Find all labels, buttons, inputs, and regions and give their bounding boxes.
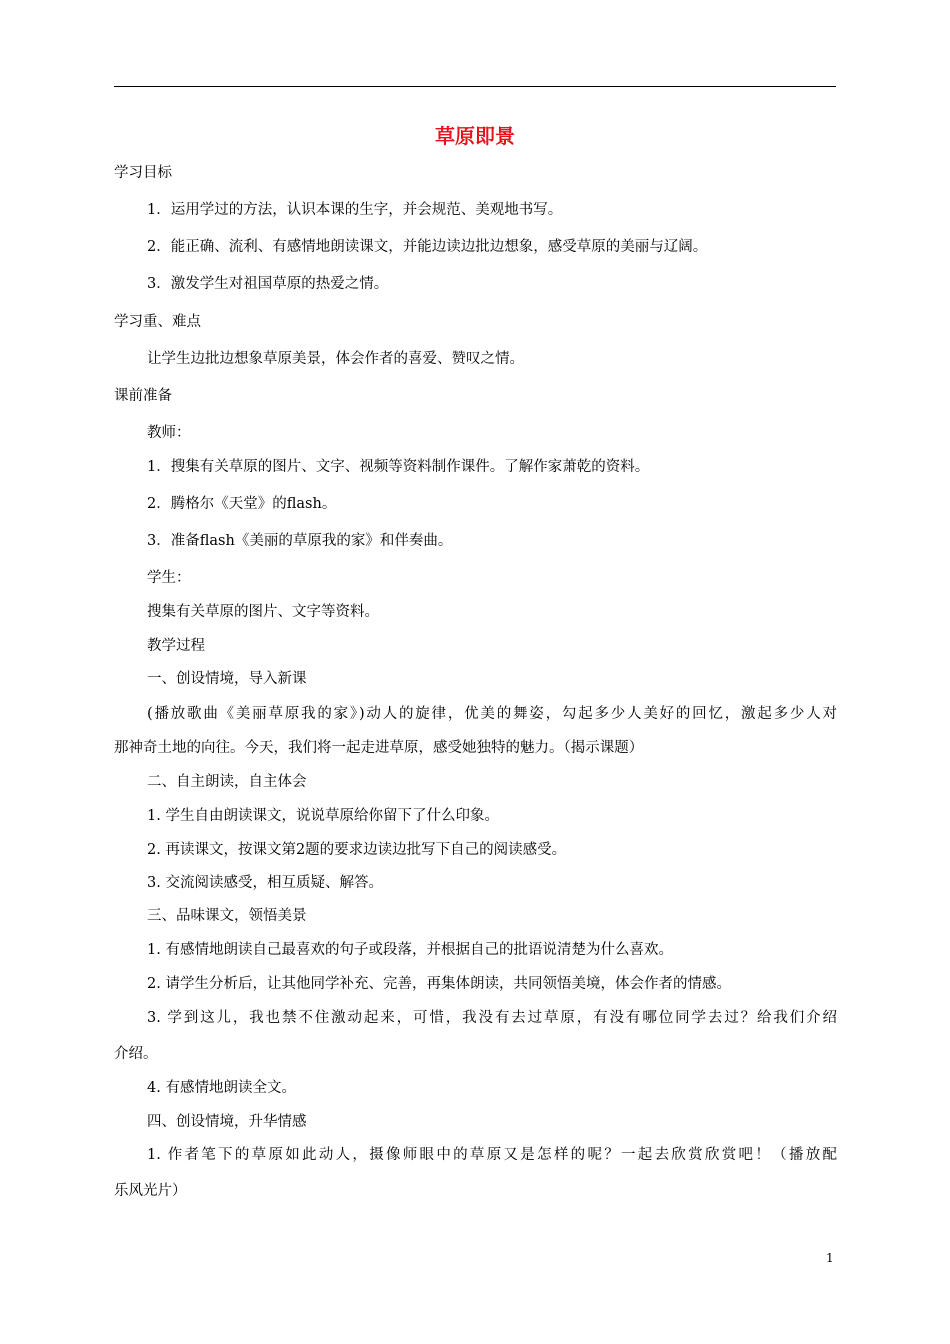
- text-line: 介绍。: [114, 1046, 158, 1062]
- text-line: 1. 学生自由朗读课文，说说草原给你留下了什么印象。: [147, 808, 499, 824]
- section-heading: 学习重、难点: [114, 314, 201, 330]
- text-line: 1. 作者笔下的草原如此动人，摄像师眼中的草原又是怎样的呢？一起去欣赏欣赏吧！（播放配: [147, 1147, 837, 1163]
- text-line: 四、创设情境，升华情感: [147, 1114, 307, 1130]
- text-line: (播放歌曲《美丽草原我的家》)动人的旋律，优美的舞姿，勾起多少人美好的回忆，激起多少人对: [147, 706, 837, 722]
- text-line: 搜集有关草原的图片、文字等资料。: [147, 604, 379, 620]
- page-number: 1: [826, 1251, 834, 1265]
- document-title: 草原即景: [435, 124, 515, 148]
- section-heading: 学习目标: [114, 165, 172, 181]
- text-line: 三、品味课文，领悟美景: [147, 908, 307, 924]
- text-line: 学生：: [147, 570, 191, 586]
- text-line: 3. 交流阅读感受，相互质疑、解答。: [147, 875, 383, 891]
- text-line: 那神奇土地的向往。今天，我们将一起走进草原，感受她独特的魅力。（揭示课题）: [114, 740, 644, 756]
- text-line: 4. 有感情地朗读全文。: [147, 1080, 296, 1096]
- section-heading: 课前准备: [114, 388, 172, 404]
- text-line: 1．搜集有关草原的图片、文字、视频等资料制作课件。了解作家萧乾的资料。: [147, 459, 650, 475]
- text-line: 乐风光片）: [114, 1183, 187, 1199]
- text-line: 二、自主朗读，自主体会: [147, 774, 307, 790]
- text-line: 3．激发学生对祖国草原的热爱之情。: [147, 276, 389, 292]
- text-line: 3. 学到这儿，我也禁不住激动起来，可惜，我没有去过草原，有没有哪位同学去过？给我们介绍: [147, 1010, 837, 1026]
- text-line: 2. 请学生分析后，让其他同学补充、完善，再集体朗读，共同领悟美境，体会作者的情感。: [147, 976, 731, 992]
- text-line: 3．准备flash《美丽的草原我的家》和伴奏曲。: [147, 533, 453, 549]
- text-line: 让学生边批边想象草原美景，体会作者的喜爱、赞叹之情。: [147, 351, 524, 367]
- text-line: 1. 有感情地朗读自己最喜欢的句子或段落，并根据自己的批语说清楚为什么喜欢。: [147, 942, 673, 958]
- text-line: 2．腾格尔《天堂》的flash。: [147, 496, 337, 512]
- text-line: 一、创设情境，导入新课: [147, 671, 307, 687]
- text-line: 2. 再读课文，按课文第2题的要求边读边批写下自己的阅读感受。: [147, 842, 567, 858]
- text-line: 1．运用学过的方法，认识本课的生字，并会规范、美观地书写。: [147, 202, 563, 218]
- text-line: 2．能正确、流利、有感情地朗读课文，并能边读边批边想象，感受草原的美丽与辽阔。: [147, 239, 708, 255]
- header-rule: [114, 86, 836, 87]
- text-line: 教师：: [147, 425, 191, 441]
- text-line: 教学过程: [147, 638, 205, 654]
